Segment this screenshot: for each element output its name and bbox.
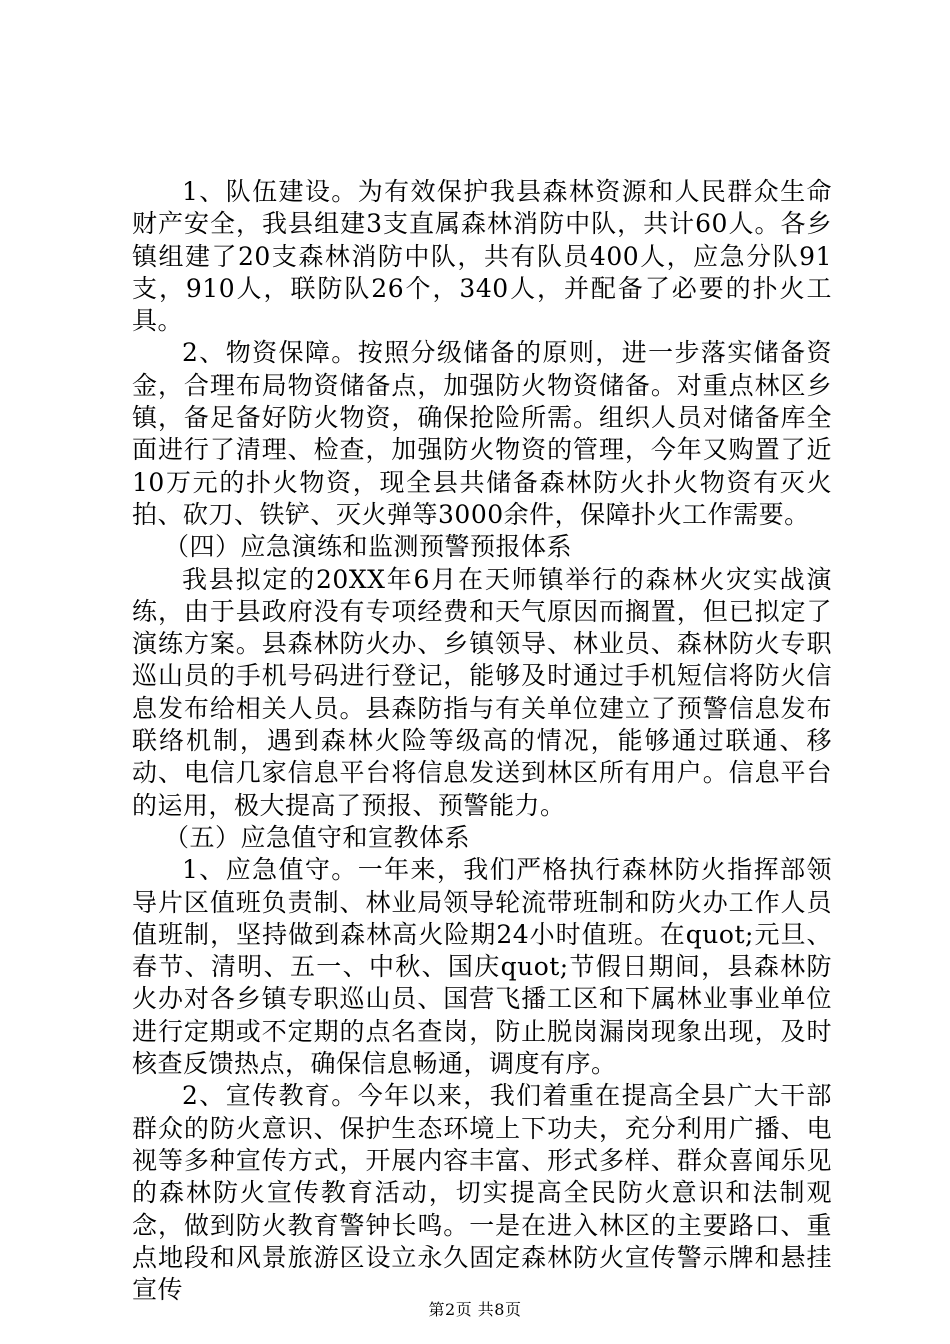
paragraph-team-building: 1、队伍建设。为有效保护我县森林资源和人民群众生命财产安全，我县组建3支直属森林消防中队，共计60人。各乡镇组建了20支森林消防中队，共有队员400人，应急分队91支，910人，联防队26个，340人，并配备了必要的扑火工具。 [132,177,832,336]
paragraph-publicity-education: 2、宣传教育。今年以来，我们着重在提高全县广大干部群众的防火意识、保护生态环境上下功夫，充分利用广播、电视等多种宣传方式，开展内容丰富、形式多样、群众喜闻乐见的森林防火宣传教育活动，切实提高全民防火意识和法制观念，做到防火教育警钟长鸣。一是在进入林区的主要路口、重点地段和风景旅游区设立永久固定森林防火宣传警示牌和悬挂宣传 [132,1081,832,1305]
page-footer: 第2页 共8页 [428,1300,522,1319]
paragraph-material-support: 2、物资保障。按照分级储备的原则，进一步落实储备资金，合理布局物资储备点，加强防火物资储备。对重点林区乡镇，备足备好防火物资，确保抢险所需。组织人员对储备库全面进行了清理、检查，加强防火物资的管理，今年又购置了近10万元的扑火物资，现全县共储备森林防火扑火物资有灭火拍、砍刀、铁铲、灭火弹等3000余件，保障扑火工作需要。 [132,338,832,529]
section-heading-4: （四）应急演练和监测预警预报体系 [164,532,573,562]
document-body [132,176,832,1306]
paragraph-emergency-duty: 1、应急值守。一年来，我们严格执行森林防火指挥部领导片区值班负责制、林业局领导轮流带班制和防火办工作人员值班制，坚持做到森林高火险期24小时值班。在quot;元旦、春节、清明、五一、中秋、国庆quot;节假日期间，县森林防火办对各乡镇专职巡山员、国营飞播工区和下属林业事业单位进行定期或不定期的点名查岗，防止脱岗漏岗现象出现，及时核查反馈热点，确保信息畅通，调度有序。 [132,855,832,1079]
paragraph-drill-warning: 我县拟定的20XX年6月在天师镇举行的森林火灾实战演练，由于县政府没有专项经费和天气原因而搁置，但已拟定了演练方案。县森林防火办、乡镇领导、林业员、森林防火专职巡山员的手机号码进行登记，能够及时通过手机短信将防火信息发布给相关人员。县森防指与有关单位建立了预警信息发布联络机制，遇到森林火险等级高的情况，能够通过联通、移动、电信几家信息平台将信息发送到林区所有用户。信息平台的运用，极大提高了预报、预警能力。 [132,564,832,820]
section-heading-5: （五）应急值守和宣教体系 [164,822,471,852]
